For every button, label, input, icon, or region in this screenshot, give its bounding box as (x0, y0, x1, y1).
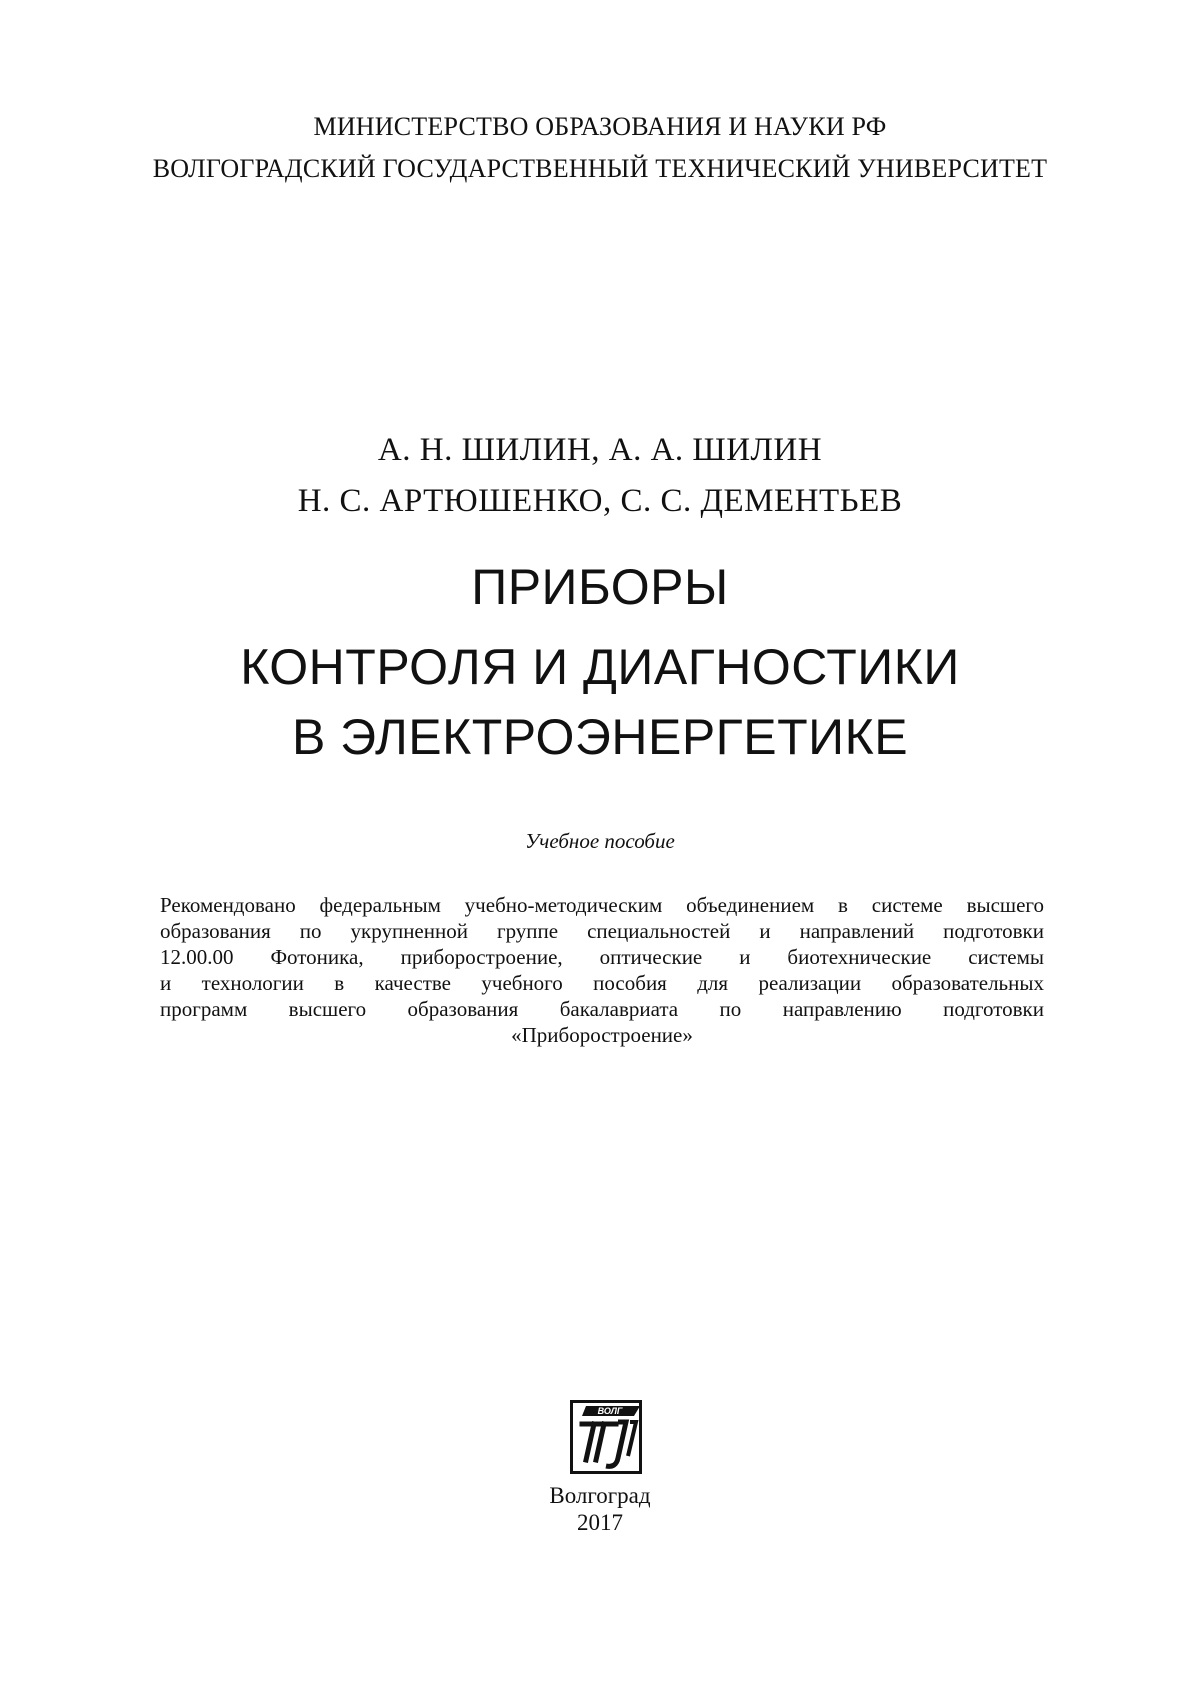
title-line-3: В ЭЛЕКТРОЭНЕРГЕТИКЕ (291, 709, 909, 765)
recommendation-line: и технологии в качестве учебного пособия для реализации образовательных (160, 971, 1044, 995)
publication-city: Волгоград (549, 1483, 651, 1508)
svg-text:ВОЛГ: ВОЛГ (597, 1406, 623, 1416)
recommendation-line: Рекомендовано федеральным учебно-методическим объединением в системе высшего (160, 893, 1044, 917)
title-line-1: ПРИБОРЫ (471, 559, 729, 615)
ministry-name: МИНИСТЕРСТВО ОБРАЗОВАНИЯ И НАУКИ РФ (313, 112, 887, 141)
authors-line-2: Н. С. АРТЮШЕНКО, С. С. ДЕМЕНТЬЕВ (297, 483, 903, 519)
authors-line-1: А. Н. ШИЛИН, А. А. ШИЛИН (377, 432, 823, 468)
recommendation-line: программ высшего образования бакалавриата по направлению подготовки (160, 997, 1044, 1021)
publisher-emblem-icon (570, 1400, 642, 1474)
recommendation-line: «Приборостроение» (511, 1023, 693, 1047)
publication-year: 2017 (577, 1510, 623, 1535)
university-name: ВОЛГОГРАДСКИЙ ГОСУДАРСТВЕННЫЙ ТЕХНИЧЕСКИЙ УНИВЕРСИТЕТ (152, 154, 1048, 183)
volgtu-logo (570, 1400, 642, 1474)
recommendation-text (160, 892, 1044, 1048)
recommendation-line: 12.00.00 Фотоника, приборостроение, оптические и биотехнические системы (160, 945, 1044, 969)
recommendation-line: образования по укрупненной группе специальностей и направлений подготовки (160, 919, 1044, 943)
subtitle: Учебное пособие (525, 829, 675, 853)
title-line-2: КОНТРОЛЯ И ДИАГНОСТИКИ (240, 639, 960, 695)
